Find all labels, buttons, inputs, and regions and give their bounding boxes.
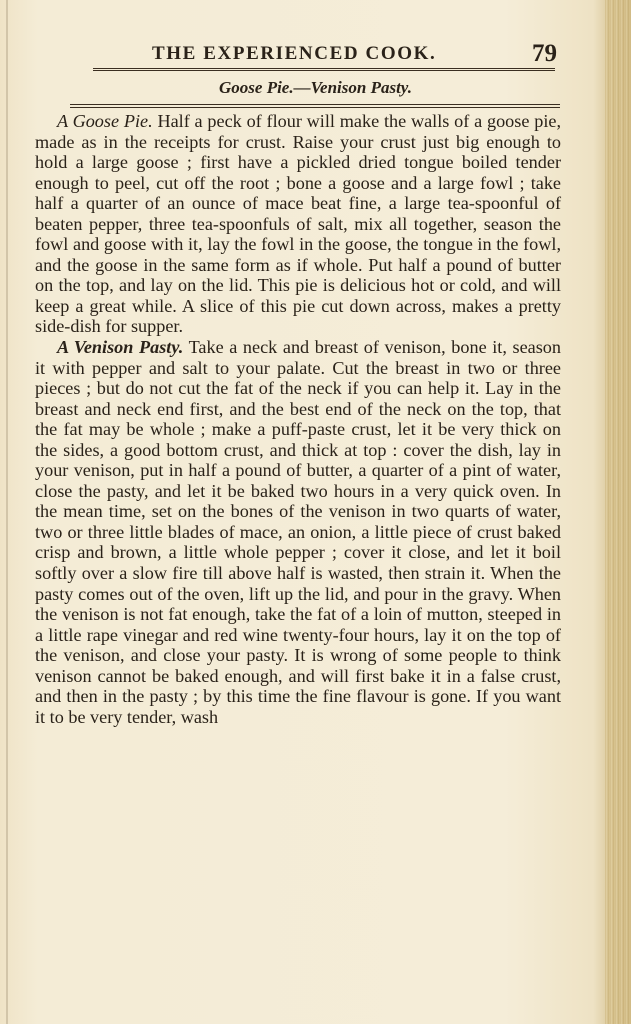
section-rule-upper bbox=[70, 104, 560, 105]
paragraph-text: Take a neck and breast of venison, bone it, season it with pepper and salt to your palate. Cut the breast in two or three pieces ; but do not cut the fat of the neck if you can help it. Lay in the breast and neck end first, and the best end of the neck on the top, that the fat may be whole ; make a puff-paste crust, let it be very thick on the sides, a good bottom crust, and thick at top : cover the dish, lay in your venison, put in half a pound of butter, a quarter of a pint of water, close the pasty, and let it be baked two hours in a very quick oven. In the mean time, set on the bones of the venison in two quarts of water, two or three little blades of mace, an onion, a little piece of crust baked crisp and brown, a little whole pepper ; cover it close, and let it boil softly over a slow fire till above half is wasted, then strain it. When the pasty comes out of the oven, lift up the lid, and pour in the gravy. When the venison is not fat enough, take the fat of a loin of mutton, steeped in a little rape vinegar and red wine twenty-four hours, lay it on the top of the venison, and close your pasty. It is wrong of some people to think venison cannot be baked enough, and will first bake it in a false crust, and then in the pasty ; by this time the fine flavour is gone. If you want it to be very tender, wash bbox=[35, 337, 561, 727]
page-number: 79 bbox=[532, 40, 557, 67]
page-fore-edge bbox=[605, 0, 631, 1024]
paragraph-goose-pie bbox=[35, 111, 561, 337]
page-left-edge bbox=[6, 0, 8, 1024]
running-head bbox=[60, 41, 565, 71]
section-rule-lower bbox=[70, 107, 560, 108]
body-text bbox=[35, 111, 561, 727]
section-title: Goose Pie.—Venison Pasty. bbox=[219, 78, 412, 97]
running-title: THE EXPERIENCED COOK. bbox=[152, 43, 437, 64]
paragraph-text: Half a peck of flour will make the walls of a goose pie, made as in the receipts for crust. Raise your crust just big enough to hold a large goose ; first have a pickled dried tongue boiled tender enough to peel, cut off the root ; bone a goose and a large fowl ; take half a quarter of an ounce of mace beat fine, a large tea-spoonful of beaten pepper, three tea-spoonfuls of salt, mix all together, season the fowl and goose with it, lay the fowl in the goose, the tongue in the fowl, and the goose in the same form as if whole. Put half a pound of butter on the top, and lay on the lid. This pie is delicious hot or cold, and will keep a great while. A slice of this pie cut down across, makes a pretty side-dish for supper. bbox=[35, 111, 561, 337]
paragraph-venison-pasty bbox=[35, 337, 561, 727]
header-rule bbox=[93, 68, 555, 71]
recipe-heading: A Goose Pie. bbox=[57, 111, 153, 131]
recipe-heading: A Venison Pasty. bbox=[57, 337, 184, 358]
